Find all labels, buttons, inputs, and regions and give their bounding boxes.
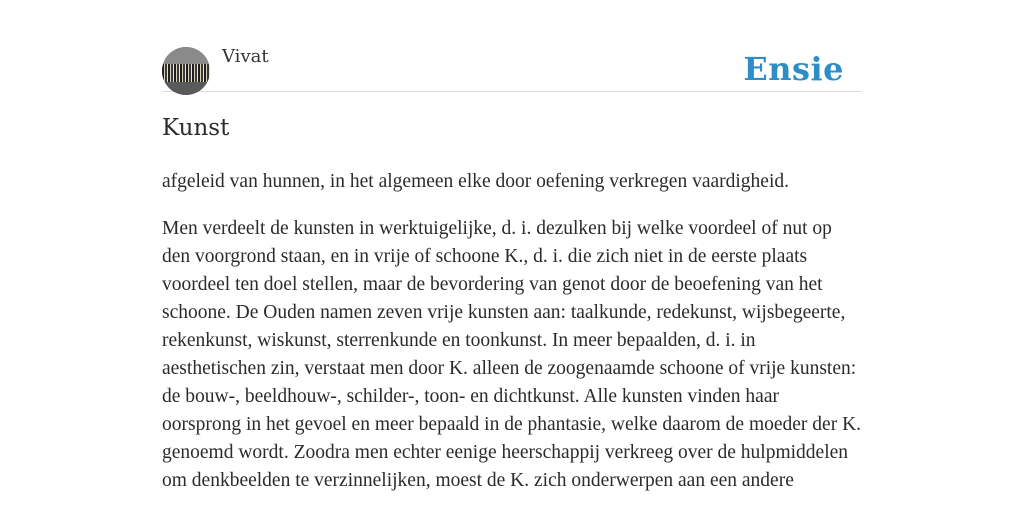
avatar-shelf [162, 82, 210, 95]
article-title: Kunst [162, 115, 230, 141]
article-paragraph-1: afgeleid van hunnen, in het algemeen elke door oefening verkregen vaardigheid. [162, 171, 789, 192]
article-page [162, 0, 862, 512]
username[interactable]: Vivat [222, 46, 269, 67]
bookshelf-avatar-icon [162, 64, 210, 82]
ensie-logo[interactable]: Ensie [743, 50, 844, 88]
user-avatar[interactable] [162, 47, 210, 95]
article-paragraph-2: Men verdeelt de kunsten in werktuigelijke, d. i. dezulken bij welke voordeel of nut op den voorgrond staan, en in vrije of schoone K., d. i. die zich niet in de eerste plaats voordeel ten doel stellen, maar de bevordering van genot door de beoefening van het schoone. De Ouden namen zeven vrije kunsten aan: taalkunde, redekunst, wijsbegeerte, rekenkunst, wiskunst, sterrenkunde en toonkunst. In meer bepaalden, d. i. in aesthetischen zin, verstaat men door K. alleen de zoogenaamde schoone of vrije kunsten: de bouw-, beeldhouw-, schilder-, toon- en dichtkunst. Alle kunsten vinden haar oorsprong in het gevoel en meer bepaald in de phantasie, welke daarom de moeder der K. genoemd wordt. Zoodra men echter eenige heerschappij verkreeg over de hulpmiddelen om denkbeelden te verzinnelijken, moest de K. zich onderwerpen aan een andere [162, 218, 862, 491]
avatar-background [162, 47, 210, 64]
header [162, 0, 862, 92]
